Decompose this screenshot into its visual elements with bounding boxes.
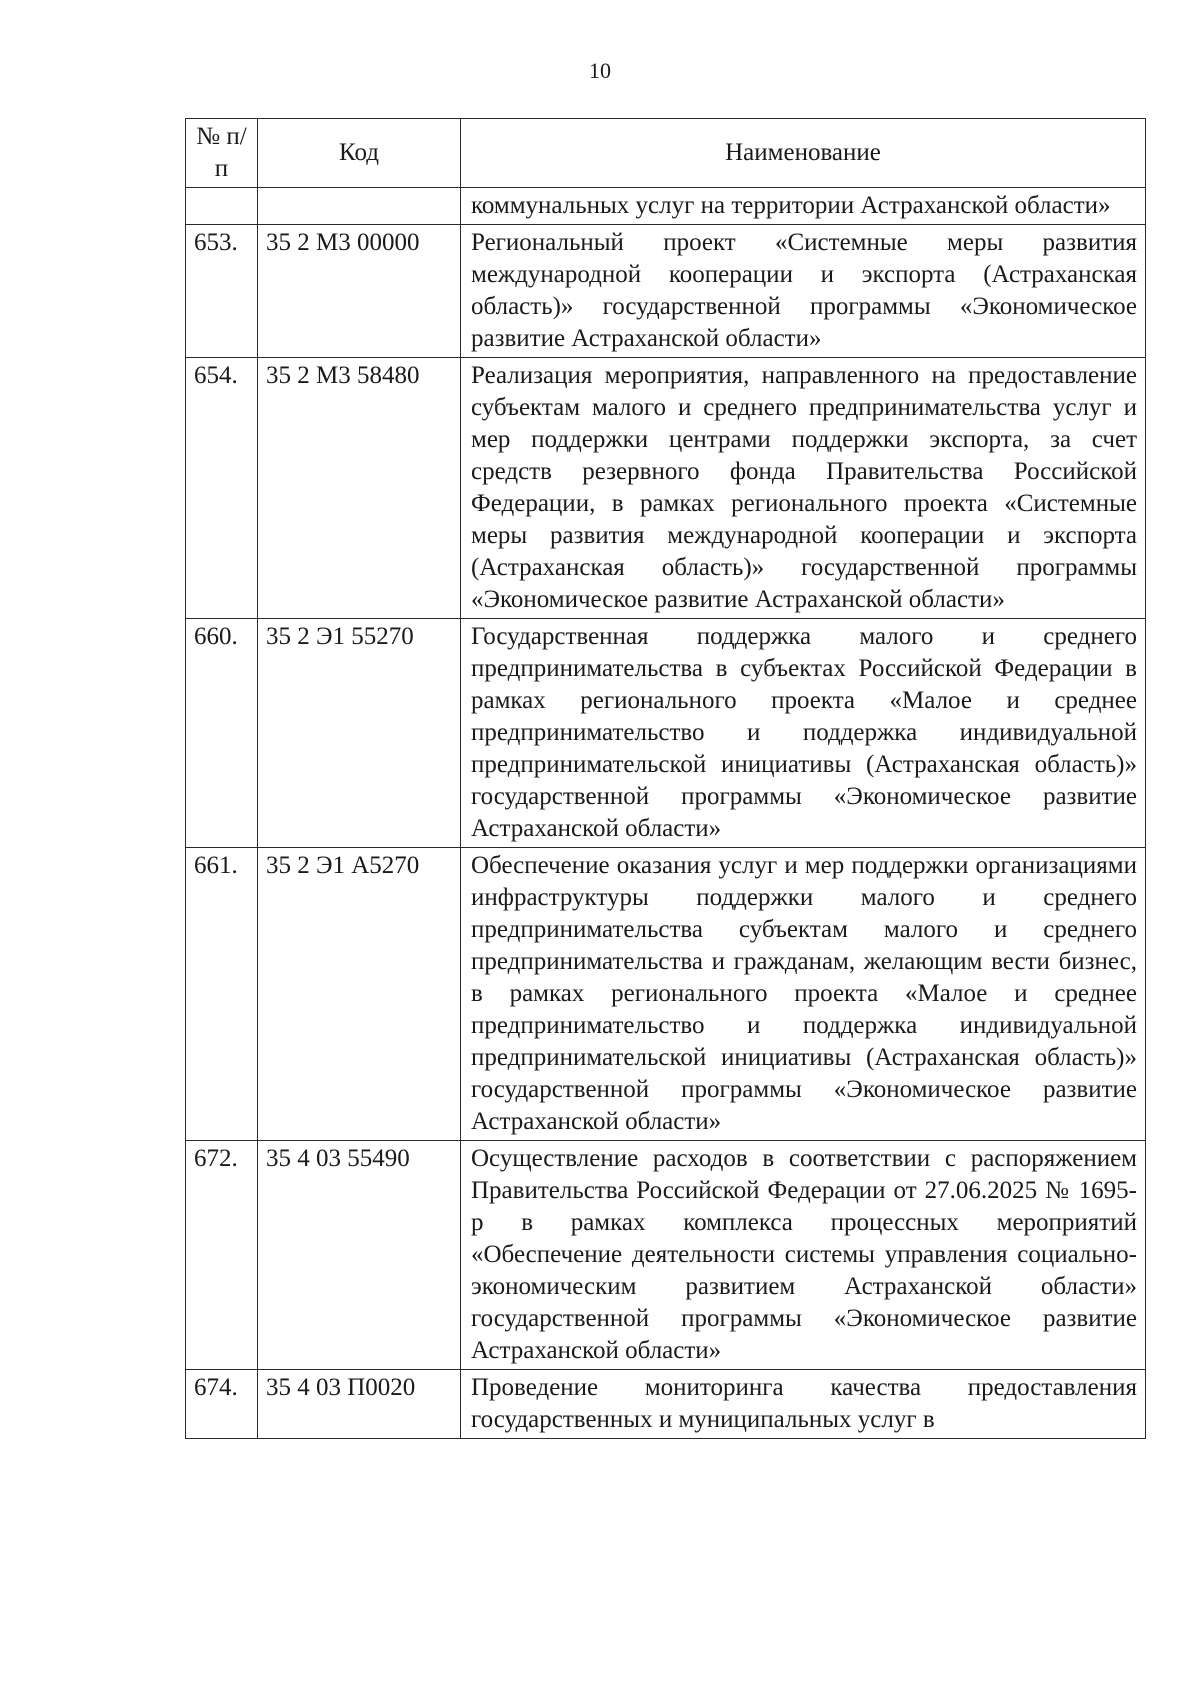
row-name: Государственная поддержка малого и среднего предпринимательства в субъектах Российской Федерации в рамках регионального проекта «Малое и среднее предпринимательство и поддержка индивидуальной предпринимательской инициативы (Астраханская область)» государственной программы «Экономическое развитие Астраханской области»: [461, 619, 1146, 848]
row-name: Реализация мероприятия, направленного на предоставление субъектам малого и среднего предпринимательства услуг и мер поддержки центрами поддержки экспорта, за счет средств резервного фонда Правительства Российской Федерации, в рамках регионального проекта «Системные меры развития международной кооперации и экспорта (Астраханская область)» государственной программы «Экономическое развитие Астраханской области»: [461, 358, 1146, 619]
header-code: Код: [258, 119, 461, 188]
row-name: Региональный проект «Системные меры развития международной кооперации и экспорта (Астраханская область)» государственной программы «Экономическое развитие Астраханской области»: [461, 225, 1146, 358]
row-code: 35 2 М3 58480: [258, 358, 461, 619]
row-code: 35 2 Э1 А5270: [258, 848, 461, 1141]
page-number: 10: [589, 58, 611, 83]
table-row: [186, 1370, 1146, 1439]
budget-code-table: [185, 118, 1146, 1439]
table-body: [186, 188, 1146, 1439]
row-num: 674.: [186, 1370, 258, 1439]
row-name: коммунальных услуг на территории Астраханской области»: [461, 188, 1146, 225]
row-name: Осуществление расходов в соответствии с распоряжением Правительства Российской Федерации от 27.06.2025 № 1695-р в рамках комплекса процессных мероприятий «Обеспечение деятельности системы управления социально-экономическим развитием Астраханской области» государственной программы «Экономическое развитие Астраханской области»: [461, 1141, 1146, 1370]
table-header: [186, 119, 1146, 188]
row-num: 661.: [186, 848, 258, 1141]
row-code: 35 4 03 55490: [258, 1141, 461, 1370]
table-row: [186, 358, 1146, 619]
table-row: [186, 225, 1146, 358]
row-code: [258, 188, 461, 225]
row-code: 35 2 М3 00000: [258, 225, 461, 358]
table-row: [186, 188, 1146, 225]
table-header-row: [186, 119, 1146, 188]
table-row: [186, 619, 1146, 848]
row-code: 35 2 Э1 55270: [258, 619, 461, 848]
row-name: Проведение мониторинга качества предоставления государственных и муниципальных услуг в: [461, 1370, 1146, 1439]
row-num: 653.: [186, 225, 258, 358]
row-num: 660.: [186, 619, 258, 848]
table-row: [186, 1141, 1146, 1370]
header-num: № п/п: [186, 119, 258, 188]
table-row: [186, 848, 1146, 1141]
row-num: 672.: [186, 1141, 258, 1370]
header-name: Наименование: [461, 119, 1146, 188]
row-code: 35 4 03 П0020: [258, 1370, 461, 1439]
row-num: 654.: [186, 358, 258, 619]
row-num: [186, 188, 258, 225]
row-name: Обеспечение оказания услуг и мер поддержки организациями инфраструктуры поддержки малого и среднего предпринимательства субъектам малого и среднего предпринимательства и гражданам, желающим вести бизнес, в рамках регионального проекта «Малое и среднее предпринимательство и поддержка индивидуальной предпринимательской инициативы (Астраханская область)» государственной программы «Экономическое развитие Астраханской области»: [461, 848, 1146, 1141]
